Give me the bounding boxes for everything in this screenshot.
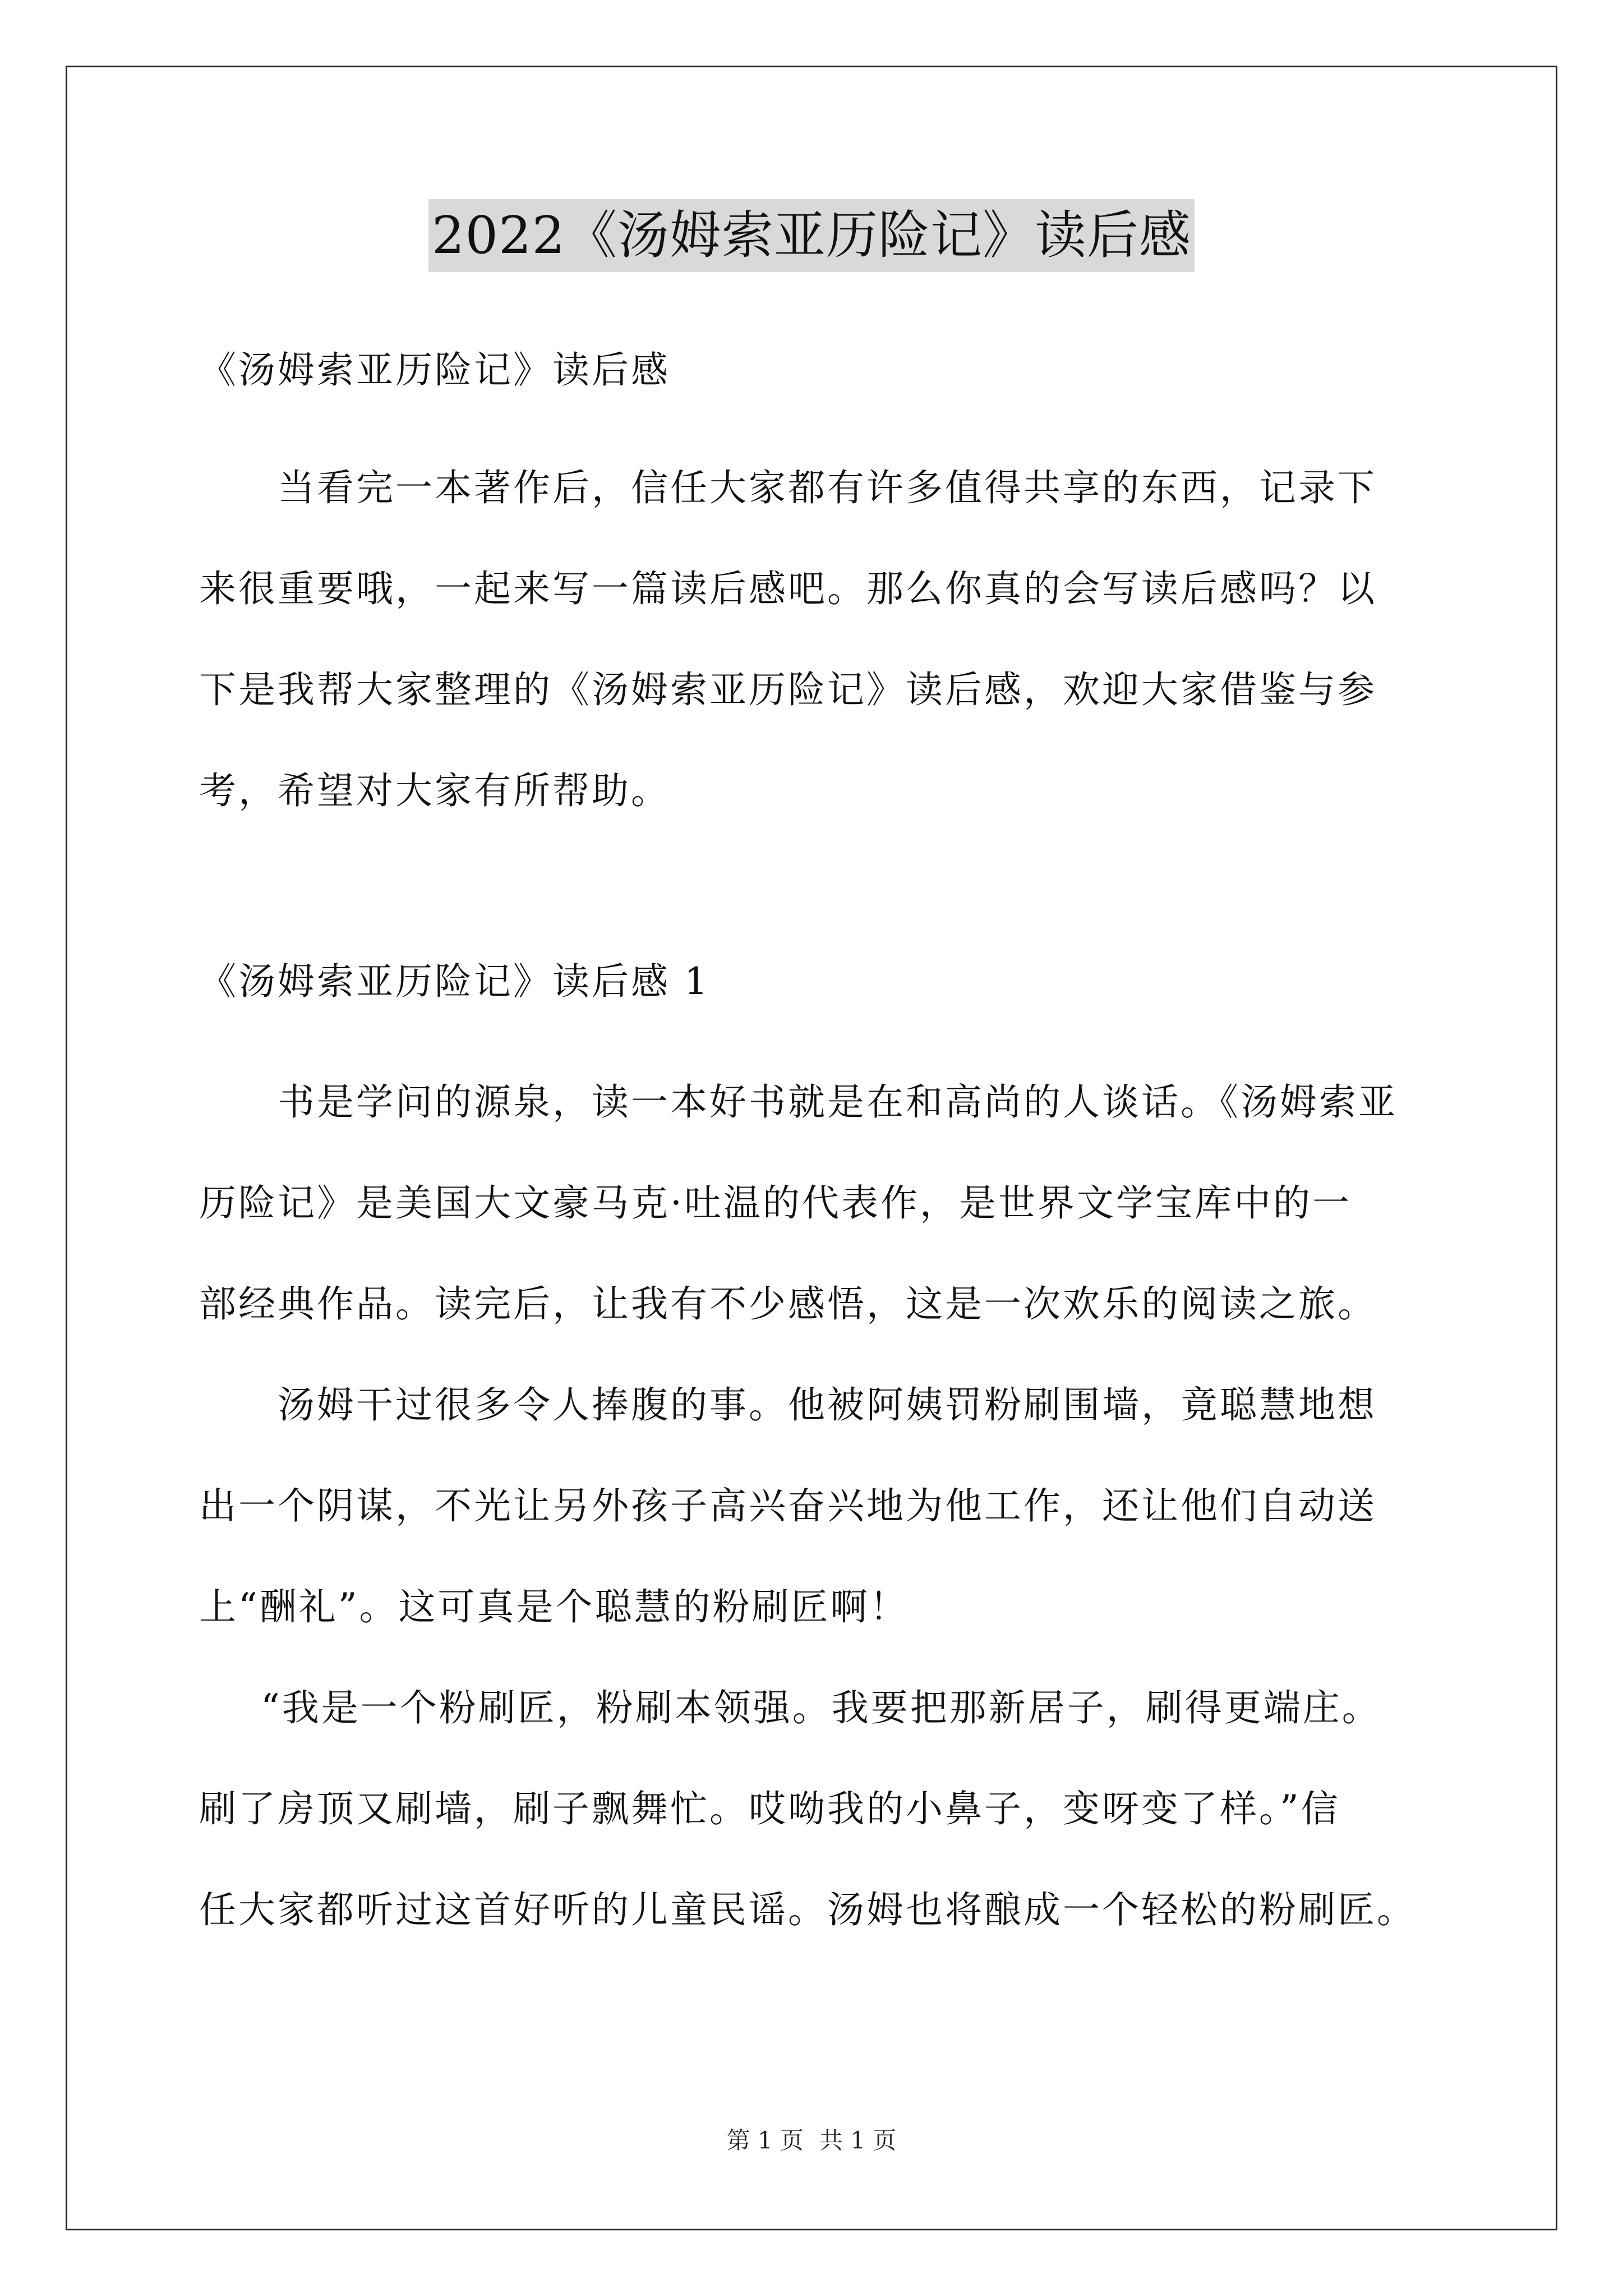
page-total: 共 1 页: [819, 2127, 897, 2154]
paragraph-line: 当看完一本著作后，信任大家都有许多值得共享的东西，记录下: [278, 466, 1377, 509]
paragraph-line: 书是学问的源泉，读一本好书就是在和高尚的人谈话。《汤姆索亚: [278, 1080, 1398, 1124]
paragraph-line: 任大家都听过这首好听的儿童民谣。汤姆也将酿成一个轻松的粉刷匠。: [199, 1888, 1416, 1931]
page-number: 第 1 页: [726, 2127, 804, 2154]
paragraph-line: 上“酬礼”。这可真是个聪慧的粉刷匠啊！: [199, 1585, 909, 1628]
paragraph-line: 部经典作品。读完后，让我有不少感悟，这是一次欢乐的阅读之旅。: [199, 1282, 1377, 1326]
paragraph-line: 刷了房顶又刷墙，刷子飘舞忙。哎呦我的小鼻子，变呀变了样。”信: [199, 1787, 1340, 1830]
document-title: 2022《汤姆索亚历险记》读后感: [428, 199, 1195, 272]
paragraph-line: 考，希望对大家有所帮助。: [199, 769, 670, 812]
paragraph-line: 来很重要哦，一起来写一篇读后感吧。那么你真的会写读后感吗？以: [199, 567, 1377, 610]
paragraph-line: 历险记》是美国大文豪马克·吐温的代表作，是世界文学宝库中的一: [199, 1181, 1352, 1225]
paragraph-line: 出一个阴谋，不光让另外孩子高兴奋兴地为他工作，还让他们自动送: [199, 1484, 1377, 1527]
paragraph-line: 下是我帮大家整理的《汤姆索亚历险记》读后感，欢迎大家借鉴与参: [199, 668, 1377, 711]
page-footer: [0, 2122, 1623, 2156]
section-heading: 《汤姆索亚历险记》读后感 1: [199, 960, 710, 1003]
paragraph-line: 汤姆干过很多令人捧腹的事。他被阿姨罚粉刷围墙，竟聪慧地想: [278, 1383, 1377, 1427]
title-wrapper: [0, 199, 1623, 272]
paragraph-line: “我是一个粉刷匠，粉刷本领强。我要把那新居子，刷得更端庄。: [261, 1686, 1381, 1729]
section-heading: 《汤姆索亚历险记》读后感: [199, 348, 670, 392]
